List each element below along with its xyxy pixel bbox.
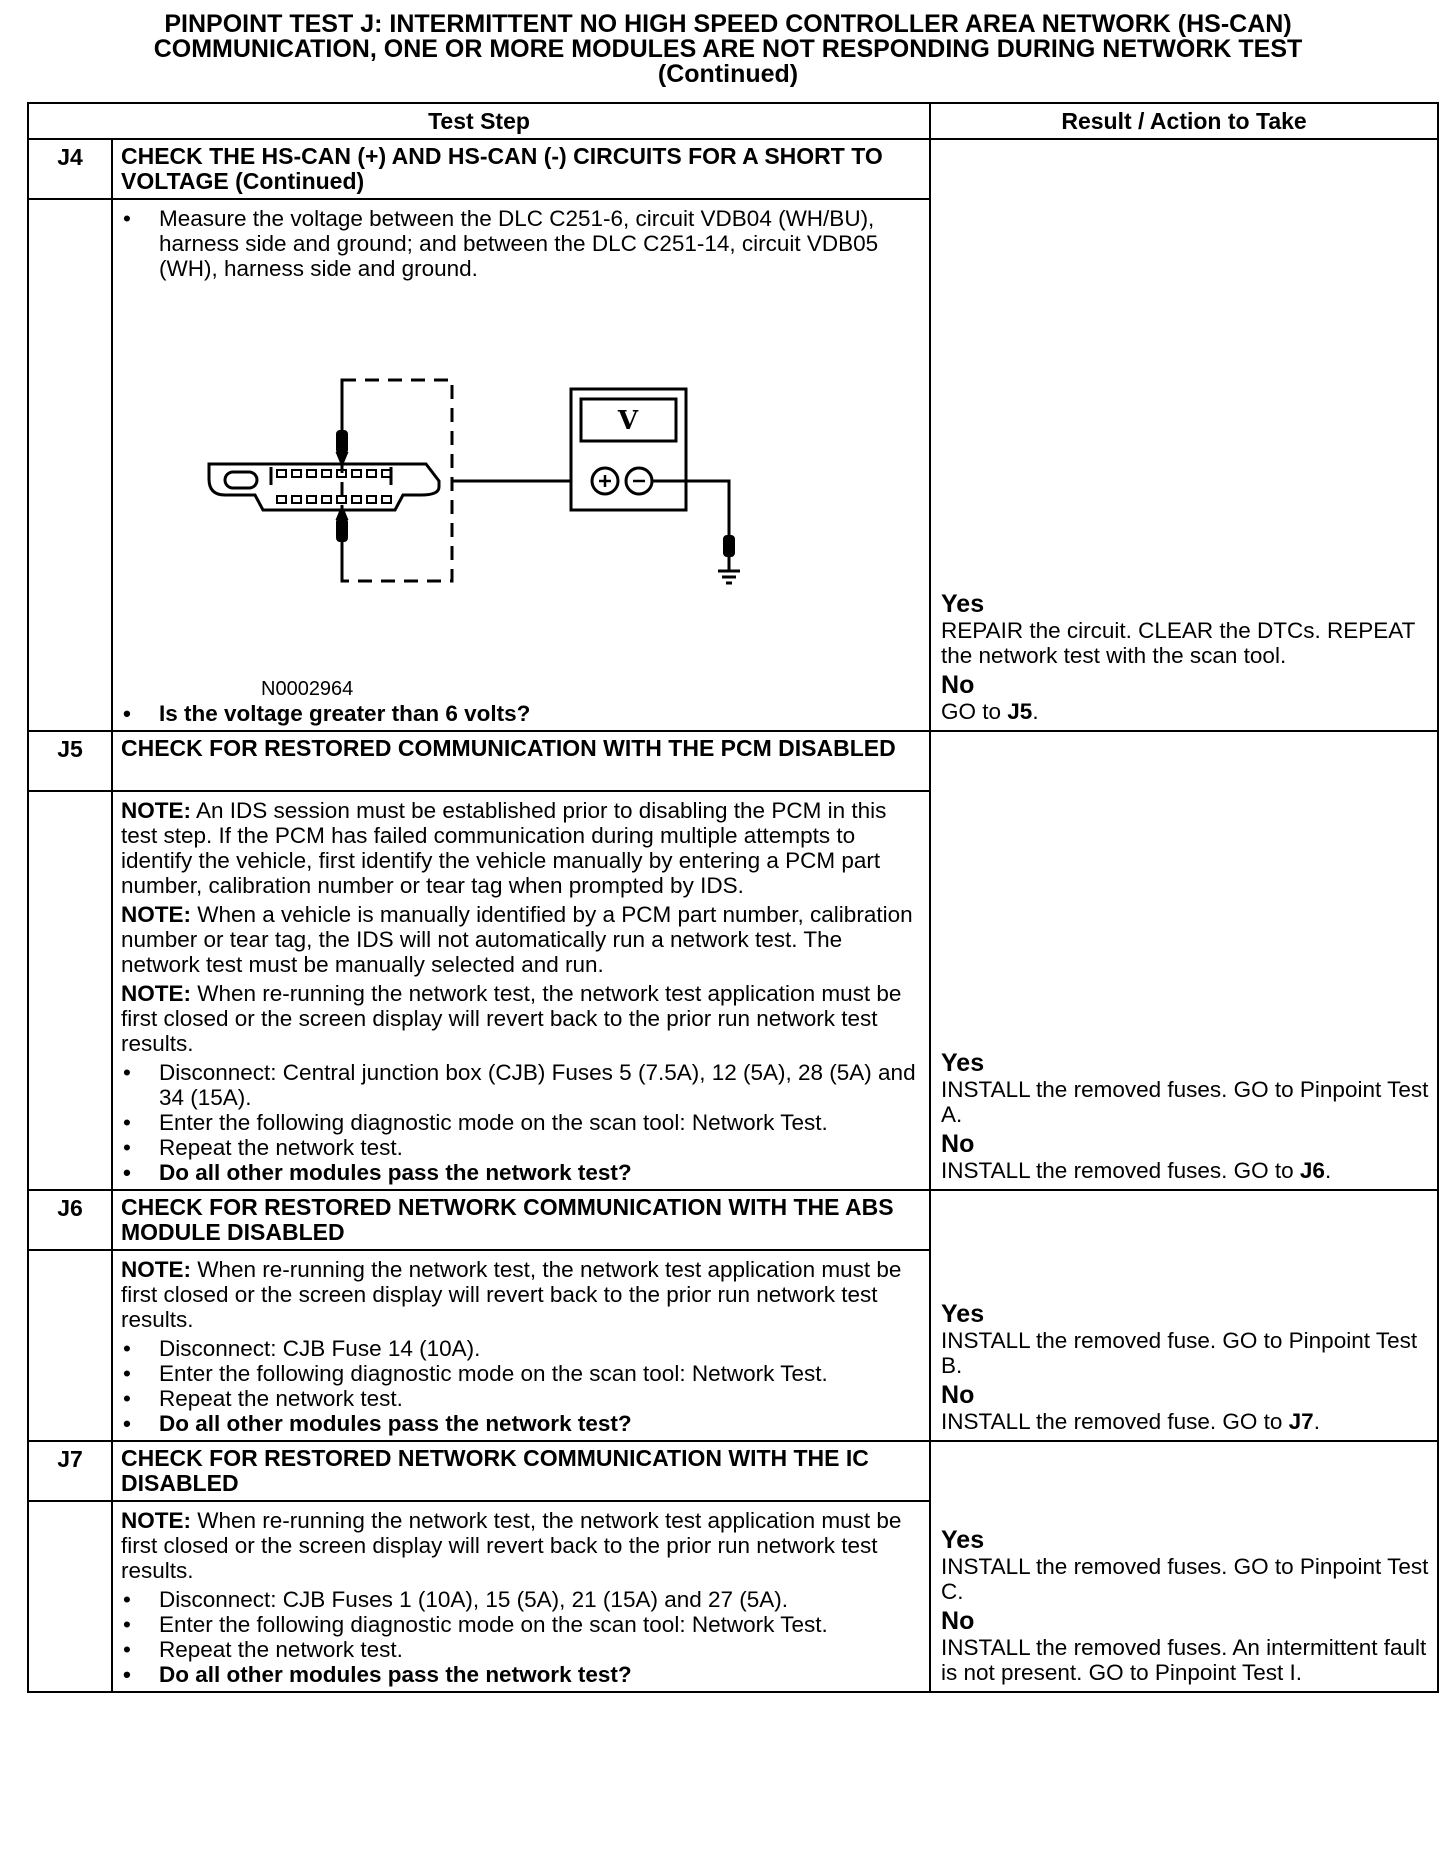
step-heading: CHECK FOR RESTORED COMMUNICATION WITH THE PCM DISABLED <box>112 731 930 791</box>
probe-ground <box>724 536 734 556</box>
column-header-result: Result / Action to Take <box>930 103 1438 139</box>
table-header-row <box>28 103 1438 139</box>
step-result <box>930 139 1438 731</box>
note: NOTE: When re-running the network test, the network test application must be first closed or the screen display will revert back to the prior run network test results. <box>121 1508 902 1583</box>
no-label: No <box>941 1130 975 1158</box>
probe-lower <box>337 519 347 541</box>
instruction-bullet: • Repeat the network test. <box>121 1135 921 1160</box>
step-heading: CHECK THE HS-CAN (+) AND HS-CAN (-) CIRCUITS FOR A SHORT TO VOLTAGE (Continued) <box>112 139 930 199</box>
no-action: INSTALL the removed fuses. An intermittent fault is not present. GO to Pinpoint Test I. <box>941 1635 1427 1685</box>
instruction-bullet: • Disconnect: CJB Fuse 14 (10A). <box>121 1336 921 1361</box>
step-body <box>112 791 930 1190</box>
step-id: J5 <box>28 731 112 791</box>
page-title <box>0 12 1456 87</box>
step-id: J6 <box>28 1190 112 1250</box>
instruction-bullet: • Enter the following diagnostic mode on the scan tool: Network Test. <box>121 1110 921 1135</box>
note: NOTE: When a vehicle is manually identified by a PCM part number, calibration number or tear tag, the IDS will not automatically run a network test. The network test must be manually selected and run. <box>121 902 913 977</box>
pinpoint-test-table <box>27 102 1439 1693</box>
step-body <box>112 199 930 731</box>
note: NOTE: When re-running the network test, the network test application must be first closed or the screen display will revert back to the prior run network test results. <box>121 1257 902 1332</box>
step-row-j4-heading <box>28 139 1438 199</box>
step-body <box>112 1501 930 1692</box>
yes-label: Yes <box>941 1526 985 1554</box>
title-line-1: PINPOINT TEST J: INTERMITTENT NO HIGH SPEED CONTROLLER AREA NETWORK (HS-CAN) <box>164 10 1292 38</box>
note: NOTE: An IDS session must be established prior to disabling the PCM in this test step. If the PCM has failed communication during multiple attempts to identify the vehicle, first identify the vehicle manually by entering a PCM part number, calibration number or tear tag when prompted by IDS. <box>121 798 887 898</box>
instruction-bullet: • Disconnect: Central junction box (CJB) Fuses 5 (7.5A), 12 (5A), 28 (5A) and 34 (15A). <box>121 1060 921 1110</box>
step-result <box>930 1441 1438 1692</box>
dashed-connector-box <box>342 380 452 581</box>
yes-label: Yes <box>941 1049 985 1077</box>
yes-action: INSTALL the removed fuses. GO to Pinpoint Test A. <box>941 1077 1429 1127</box>
no-action: GO to J5. <box>941 699 1039 724</box>
instruction-bullet: • Repeat the network test. <box>121 1637 921 1662</box>
meter-label: V <box>617 406 639 436</box>
yes-label: Yes <box>941 590 985 618</box>
step-result <box>930 1190 1438 1441</box>
no-label: No <box>941 1607 975 1635</box>
probe-upper <box>337 431 347 453</box>
connector-pins <box>277 470 391 503</box>
step-id: J4 <box>28 139 112 199</box>
question: • Is the voltage greater than 6 volts? <box>121 701 921 726</box>
note: NOTE: When re-running the network test, the network test application must be first closed or the screen display will revert back to the prior run network test results. <box>121 981 902 1056</box>
instruction-bullet: • Repeat the network test. <box>121 1386 921 1411</box>
step-body <box>112 1250 930 1441</box>
yes-action: INSTALL the removed fuse. GO to Pinpoint Test B. <box>941 1328 1418 1378</box>
step-id: J7 <box>28 1441 112 1501</box>
instruction-bullet: • Measure the voltage between the DLC C251-6, circuit VDB04 (WH/BU), harness side and ground; and between the DLC C251-14, circuit VDB05 (WH), harness side and ground. <box>121 206 921 281</box>
instruction-bullet: • Enter the following diagnostic mode on the scan tool: Network Test. <box>121 1612 921 1637</box>
question: • Do all other modules pass the network test? <box>121 1662 921 1687</box>
title-line-3: (Continued) <box>657 60 799 88</box>
question: • Do all other modules pass the network test? <box>121 1411 921 1436</box>
step-row-j6-heading <box>28 1190 1438 1250</box>
yes-action: REPAIR the circuit. CLEAR the DTCs. REPEAT the network test with the scan tool. <box>941 618 1415 668</box>
dlc-voltage-diagram <box>121 281 921 701</box>
step-heading: CHECK FOR RESTORED NETWORK COMMUNICATION WITH THE IC DISABLED <box>112 1441 930 1501</box>
no-action: INSTALL the removed fuse. GO to J7. <box>941 1409 1320 1434</box>
title-line-2: COMMUNICATION, ONE OR MORE MODULES ARE NOT RESPONDING DURING NETWORK TEST <box>153 35 1303 63</box>
question: • Do all other modules pass the network test? <box>121 1160 921 1185</box>
yes-action: INSTALL the removed fuses. GO to Pinpoint Test C. <box>941 1554 1429 1604</box>
no-action: INSTALL the removed fuses. GO to J6. <box>941 1158 1332 1183</box>
step-heading: CHECK FOR RESTORED NETWORK COMMUNICATION WITH THE ABS MODULE DISABLED <box>112 1190 930 1250</box>
wiring-diagram-svg <box>121 281 921 701</box>
step-row-j7-heading <box>28 1441 1438 1501</box>
no-label: No <box>941 1381 975 1409</box>
no-label: No <box>941 671 975 699</box>
figure-id: N0002964 <box>261 678 354 700</box>
column-header-test-step: Test Step <box>28 103 930 139</box>
step-row-j5-heading <box>28 731 1438 791</box>
step-result <box>930 731 1438 1190</box>
yes-label: Yes <box>941 1300 985 1328</box>
instruction-bullet: • Enter the following diagnostic mode on the scan tool: Network Test. <box>121 1361 921 1386</box>
instruction-bullet: • Disconnect: CJB Fuses 1 (10A), 15 (5A), 21 (15A) and 27 (5A). <box>121 1587 921 1612</box>
